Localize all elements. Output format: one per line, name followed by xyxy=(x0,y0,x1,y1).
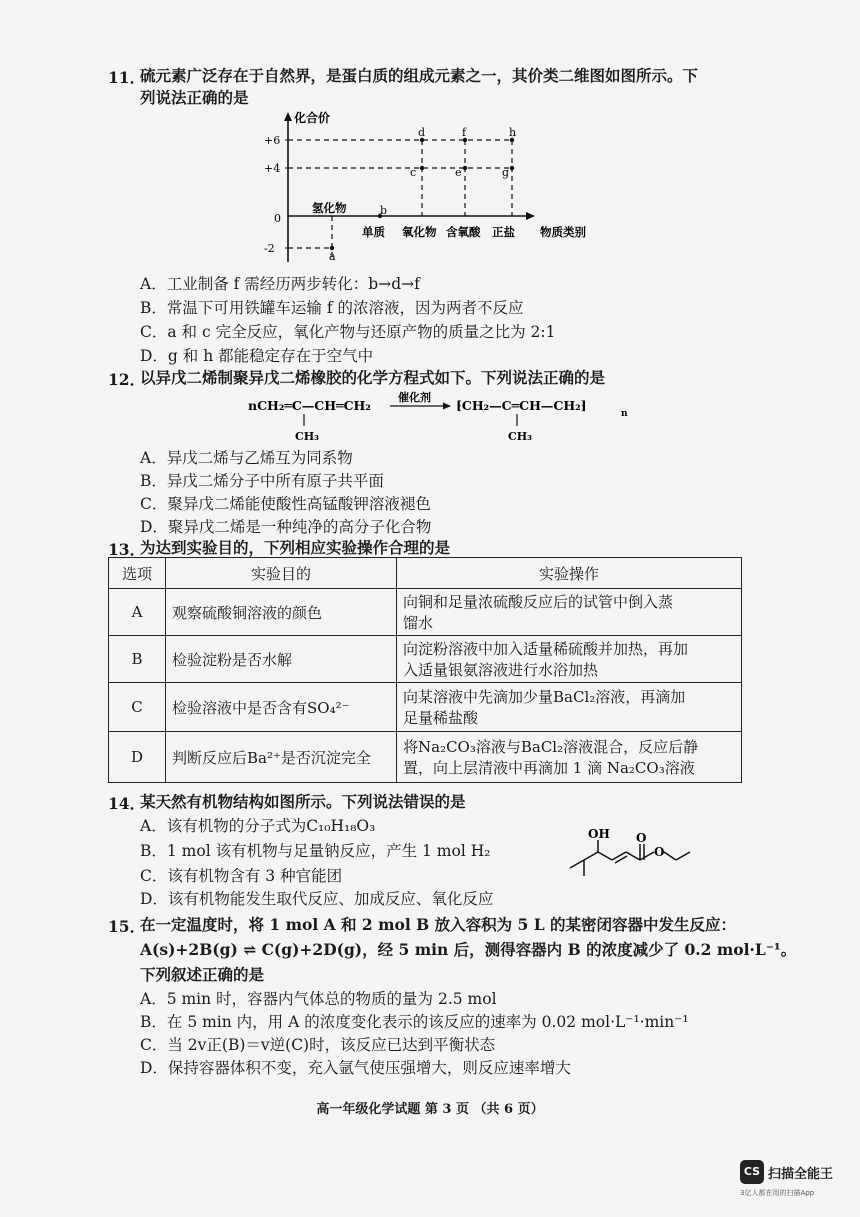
equation-branch-right: CH₃ xyxy=(508,430,532,443)
row-operation: 向铜和足量浓硫酸反应后的试管中倒入蒸 馏水 xyxy=(397,589,742,636)
cs-logo-icon: CS xyxy=(740,1160,764,1184)
q14-option-b: B．1 mol 该有机物与足量钠反应，产生 1 mol H₂ xyxy=(140,842,491,860)
table-row xyxy=(109,683,742,732)
question-13-stem: 为达到实验目的，下列相应实验操作合理的是 xyxy=(140,538,451,557)
q11-option-a: A．工业制备 f 需经历两步转化：b→d→f xyxy=(140,275,420,293)
q12-option-a: A．异戊二烯与乙烯互为同系物 xyxy=(140,449,353,467)
row-operation: 将Na₂CO₃溶液与BaCl₂溶液混合，反应后静 置，向上层清液中再滴加 1 滴 Na₂CO₃溶液 xyxy=(397,732,742,783)
q14-option-c: C．该有机物含有 3 种官能团 xyxy=(140,867,343,885)
page-footer: 高一年级化学试题 第 3 页 （共 6 页） xyxy=(316,1102,544,1117)
equation-catalyst: 催化剂 xyxy=(398,391,431,404)
header-operation: 实验操作 xyxy=(397,558,742,589)
q12-option-c: C．聚异戊二烯能使酸性高锰酸钾溶液褪色 xyxy=(140,495,431,513)
table-row xyxy=(109,589,742,636)
question-14-number: 14． xyxy=(108,794,146,813)
q15-option-b: B．在 5 min 内，用 A 的浓度变化表示的该反应的速率为 0.02 mol·L⁻¹·min⁻¹ xyxy=(140,1013,689,1031)
q14-option-d: D．该有机物能发生取代反应、加成反应、氧化反应 xyxy=(140,890,494,908)
label-b: b xyxy=(380,204,388,217)
row-option: D xyxy=(109,732,166,783)
point-c xyxy=(420,166,424,170)
label-d: d xyxy=(418,126,426,139)
q11-option-c: C．a 和 c 完全反应，氧化产物与还原产物的质量之比为 2:1 xyxy=(140,323,556,341)
q11-option-d: D．g 和 h 都能稳定存在于空气中 xyxy=(140,347,374,365)
valence-class-diagram xyxy=(260,110,610,270)
label-a: a xyxy=(329,250,336,263)
equation-subscript-n: n xyxy=(621,409,628,419)
question-14-stem: 某天然有机物结构如图所示。下列说法错误的是 xyxy=(140,792,466,811)
x-cat-element: 单质 xyxy=(362,225,385,239)
point-g xyxy=(510,166,514,170)
label-c: c xyxy=(410,166,417,179)
question-15-number: 15． xyxy=(108,917,146,936)
label-f: f xyxy=(462,126,467,139)
question-12-number: 12． xyxy=(108,370,146,389)
question-15-stem-2: A(s)+2B(g) ⇌ C(g)+2D(g)，经 5 min 后，测得容器内 B 的浓度减少了 0.2 mol·L⁻¹。 xyxy=(140,940,797,959)
question-15-stem-3: 下列叙述正确的是 xyxy=(140,965,265,984)
organic-structure xyxy=(560,820,720,888)
table-row xyxy=(109,732,742,783)
question-11-number: 11． xyxy=(108,68,146,87)
x-cat-hydride: 氢化物 xyxy=(312,201,347,215)
label-h: h xyxy=(509,126,517,139)
question-15-stem: 在一定温度时，将 1 mol A 和 2 mol B 放入容积为 5 L 的某密闭容器中发生反应： xyxy=(140,915,736,934)
y-tick-minus2: -2 xyxy=(264,242,275,255)
q15-option-a: A．5 min 时，容器内气体总的物质的量为 2.5 mol xyxy=(140,990,497,1008)
x-axis-title: 物质类别 xyxy=(540,225,586,239)
question-11-stem: 硫元素广泛存在于自然界，是蛋白质的组成元素之一，其价类二维图如图所示。下 xyxy=(140,66,699,85)
y-tick-plus6: +6 xyxy=(264,134,281,147)
watermark-tagline: 3亿人都在用的扫描App xyxy=(740,1189,815,1197)
header-purpose: 实验目的 xyxy=(166,558,397,589)
row-purpose: 检验淀粉是否水解 xyxy=(166,636,397,683)
row-option: A xyxy=(109,589,166,636)
polymerization-equation xyxy=(248,390,628,446)
q12-option-d: D．聚异戊二烯是一种纯净的高分子化合物 xyxy=(140,518,432,536)
question-13-number: 13． xyxy=(108,540,146,559)
x-cat-oxyacid: 含氧酸 xyxy=(446,225,481,239)
row-purpose: 判断反应后Ba²⁺是否沉淀完全 xyxy=(166,732,397,783)
row-purpose: 检验溶液中是否含有SO₄²⁻ xyxy=(166,683,397,732)
carbonyl-oxygen-label: O xyxy=(636,831,647,845)
point-e xyxy=(463,166,467,170)
y-tick-0: 0 xyxy=(274,212,281,225)
row-option: B xyxy=(109,636,166,683)
experiment-table xyxy=(108,557,742,783)
row-operation: 向淀粉溶液中加入适量稀硫酸并加热，再加 入适量银氨溶液进行水浴加热 xyxy=(397,636,742,683)
y-tick-plus4: +4 xyxy=(264,162,281,175)
row-operation: 向某溶液中先滴加少量BaCl₂溶液，再滴加 足量稀盐酸 xyxy=(397,683,742,732)
x-cat-salt: 正盐 xyxy=(492,225,515,239)
x-cat-oxide: 氧化物 xyxy=(402,225,437,239)
ester-oxygen-label: O xyxy=(654,845,665,859)
q11-option-b: B．常温下可用铁罐车运输 f 的浓溶液，因为两者不反应 xyxy=(140,299,524,317)
table-header-row xyxy=(109,558,742,589)
row-option: C xyxy=(109,683,166,732)
y-axis-title: 化合价 xyxy=(294,111,331,125)
row-purpose: 观察硫酸铜溶液的颜色 xyxy=(166,589,397,636)
equation-branch-left: CH₃ xyxy=(295,430,319,443)
question-11-stem-2: 列说法正确的是 xyxy=(140,88,249,107)
q15-option-c: C．当 2v正(B)＝v逆(C)时，该反应已达到平衡状态 xyxy=(140,1036,496,1054)
question-12-stem: 以异戊二烯制聚异戊二烯橡胶的化学方程式如下。下列说法正确的是 xyxy=(140,368,606,387)
equation-right: ⁅CH₂—C═CH—CH₂⁆ xyxy=(456,398,587,413)
q15-option-d: D．保持容器体积不变，充入氩气使压强增大，则反应速率增大 xyxy=(140,1059,571,1077)
scanner-watermark xyxy=(740,1160,850,1200)
watermark-name: 扫描全能王 xyxy=(768,1167,834,1182)
q14-option-a: A．该有机物的分子式为C₁₀H₁₈O₃ xyxy=(140,817,376,835)
header-option: 选项 xyxy=(109,558,166,589)
label-e: e xyxy=(455,166,462,179)
label-g: g xyxy=(502,166,510,179)
table-row xyxy=(109,636,742,683)
q12-option-b: B．异戊二烯分子中所有原子共平面 xyxy=(140,472,384,490)
hydroxyl-label: OH xyxy=(588,827,610,841)
equation-left: nCH₂═C—CH═CH₂ xyxy=(248,398,371,413)
